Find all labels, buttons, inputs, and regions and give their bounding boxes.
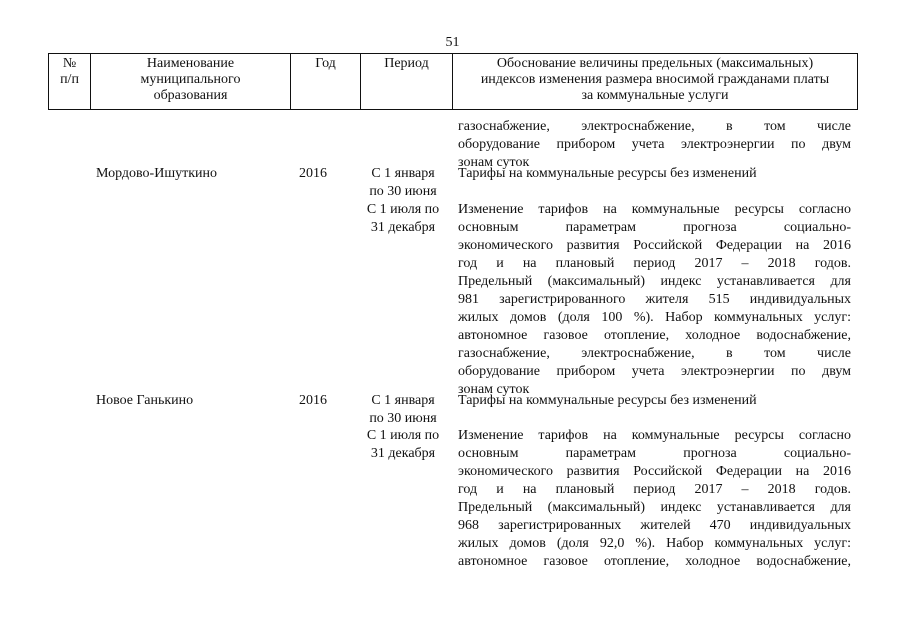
- text-line: жилых домов (доля 100 %). Набор коммунальных услуг:: [458, 310, 851, 325]
- municipality-name: Новое Ганькино: [96, 393, 194, 408]
- text-line: Предельный (максимальный) индекс устанавливается для: [458, 274, 851, 289]
- basis-first-half: Тарифы на коммунальные ресурсы без изменений: [458, 166, 757, 181]
- header-year: Год: [291, 54, 361, 110]
- year: 2016: [299, 166, 327, 181]
- text-line: год и на плановый период 2017 – 2018 годов.: [458, 482, 851, 497]
- header-municipality: Наименование муниципального образования: [91, 54, 291, 110]
- period-first-half: С 1 января по 30 июня: [369, 166, 437, 199]
- text-line: газоснабжение, электроснабжение, в том числе: [458, 119, 851, 134]
- municipality-name: Мордово-Ишуткино: [96, 166, 218, 181]
- text-line: Изменение тарифов на коммунальные ресурсы согласно: [458, 202, 851, 217]
- header-period: Период: [361, 54, 453, 110]
- text-line: экономического развития Российской Федерации на 2016: [458, 464, 851, 479]
- text-line: жилых домов (доля 92,0 %). Набор коммунальных услуг:: [458, 536, 851, 551]
- basis-first-half: Тарифы на коммунальные ресурсы без изменений: [458, 393, 757, 408]
- basis-second-half: [458, 427, 851, 571]
- text-line: автономное газовое отопление, холодное водоснабжение,: [458, 554, 851, 569]
- text-line: Изменение тарифов на коммунальные ресурсы согласно: [458, 428, 851, 443]
- text-line: Предельный (максимальный) индекс устанавливается для: [458, 500, 851, 515]
- period-second-half: С 1 июля по 31 декабря: [366, 428, 440, 461]
- text-line: экономического развития Российской Федерации на 2016: [458, 238, 851, 253]
- period-first-half: С 1 января по 30 июня: [369, 393, 437, 426]
- text-line: зонам суток: [458, 382, 530, 397]
- text-line: основным параметрам прогноза социально-: [458, 446, 851, 461]
- period-second-half: С 1 июля по 31 декабря: [366, 202, 440, 235]
- basis-second-half: [458, 201, 851, 399]
- text-line: оборудование прибором учета электроэнергии по двум: [458, 364, 851, 379]
- text-line: зонам суток: [458, 155, 530, 170]
- text-line: 968 зарегистрированных жителей 470 индивидуальных: [458, 518, 851, 533]
- table-header: [48, 53, 858, 110]
- text-line: год и на плановый период 2017 – 2018 годов.: [458, 256, 851, 271]
- text-line: основным параметрам прогноза социально-: [458, 220, 851, 235]
- text-line: автономное газовое отопление, холодное водоснабжение,: [458, 328, 851, 343]
- year: 2016: [299, 393, 327, 408]
- text-line: 981 зарегистрированного жителя 515 индивидуальных: [458, 292, 851, 307]
- header-basis: Обоснование величины предельных (максимальных) индексов изменения размера вносимой гражданами платы за коммунальные услуги: [453, 54, 858, 110]
- header-number: № п/п: [49, 54, 91, 110]
- continuation-text: [458, 118, 851, 172]
- text-line: оборудование прибором учета электроэнергии по двум: [458, 137, 851, 152]
- text-line: газоснабжение, электроснабжение, в том числе: [458, 346, 851, 361]
- page-number: 51: [445, 35, 460, 50]
